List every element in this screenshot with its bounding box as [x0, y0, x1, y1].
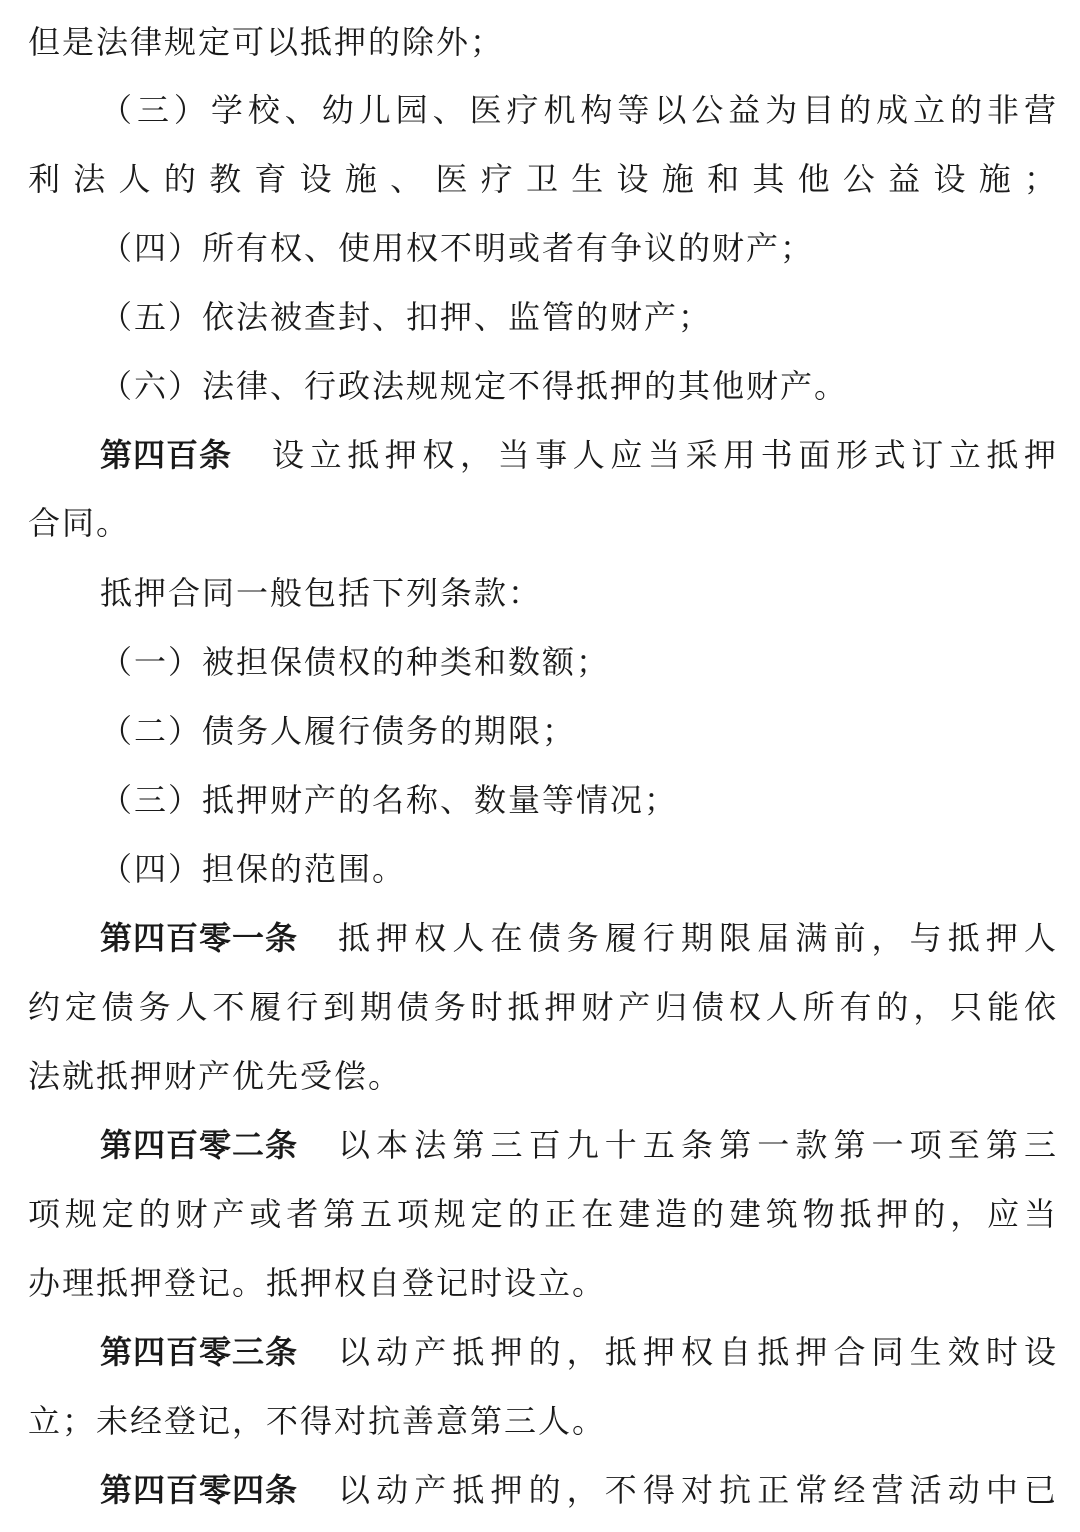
text-line: （三）学校、幼儿园、医疗机构等以公益为目的成立的非营 — [100, 91, 1058, 129]
text-line: 但是法律规定可以抵押的除外； — [28, 23, 505, 61]
text-line: 抵押合同一般包括下列条款： — [100, 574, 543, 612]
text-line: 利法人的教育设施、医疗卫生设施和其他公益设施； — [28, 160, 1058, 198]
article-text: 设立抵押权，当事人应当采用书面形式订立抵押 — [272, 436, 1058, 474]
article-heading: 第四百零四条 — [100, 1471, 299, 1509]
article-text: 以动产抵押的，不得对抗正常经营活动中已 — [338, 1471, 1058, 1509]
article-text: 以动产抵押的，抵押权自抵押合同生效时设 — [338, 1333, 1058, 1371]
article-400 — [28, 429, 1058, 481]
text-line: 办理抵押登记。抵押权自登记时设立。 — [28, 1264, 607, 1302]
article-403 — [28, 1326, 1058, 1378]
text-line: （四）所有权、使用权不明或者有争议的财产； — [100, 229, 815, 267]
text-line: 合同。 — [28, 504, 131, 542]
text-line: 项规定的财产或者第五项规定的正在建造的建筑物抵押的，应当 — [28, 1195, 1058, 1233]
text-line: 法就抵押财产优先受偿。 — [28, 1057, 403, 1095]
article-heading: 第四百零二条 — [100, 1126, 299, 1164]
article-heading: 第四百条 — [100, 436, 233, 474]
text-line: （二）债务人履行债务的期限； — [100, 712, 577, 750]
article-404 — [28, 1464, 1058, 1516]
text-line: 立；未经登记，不得对抗善意第三人。 — [28, 1402, 607, 1440]
text-line: （一）被担保债权的种类和数额； — [100, 643, 611, 681]
article-402 — [28, 1119, 1058, 1171]
text-line: （三）抵押财产的名称、数量等情况； — [100, 781, 679, 819]
text-line: （五）依法被查封、扣押、监管的财产； — [100, 298, 713, 336]
article-text: 以本法第三百九十五条第一款第一项至第三 — [338, 1126, 1058, 1164]
article-heading: 第四百零一条 — [100, 919, 299, 957]
article-401 — [28, 912, 1058, 964]
text-line: （六）法律、行政法规规定不得抵押的其他财产。 — [100, 367, 849, 405]
text-line: （四）担保的范围。 — [100, 850, 407, 888]
article-heading: 第四百零三条 — [100, 1333, 299, 1371]
text-line: 约定债务人不履行到期债务时抵押财产归债权人所有的，只能依 — [28, 988, 1058, 1026]
article-text: 抵押权人在债务履行期限届满前，与抵押人 — [338, 919, 1058, 957]
